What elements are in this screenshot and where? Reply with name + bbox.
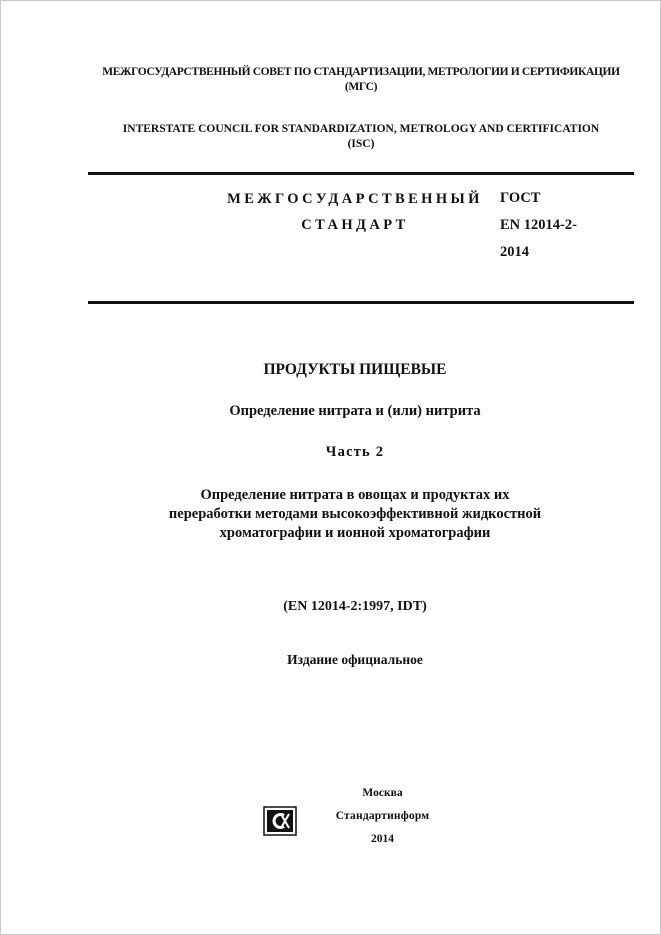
- detail-title-line2: переработки методами высокоэффективной жидкостной: [168, 506, 542, 522]
- document-subtitle: Определение нитрата и (или) нитрита: [229, 403, 481, 419]
- detail-title-line3: хроматографии и ионной хроматографии: [219, 525, 491, 541]
- bottom-divider: [88, 301, 634, 304]
- document-part: Часть 2: [325, 444, 385, 460]
- standard-type-line1: МЕЖГОСУДАРСТВЕННЫЙ: [227, 191, 483, 207]
- council-name-en: [86, 122, 636, 152]
- top-divider: [88, 172, 634, 175]
- standard-code-year: 2014: [500, 244, 529, 260]
- standard-code-number: EN 12014-2-: [500, 217, 577, 233]
- publication-year: 2014: [371, 833, 394, 845]
- publisher-city: Москва: [362, 787, 403, 799]
- standard-code-prefix: ГОСТ: [500, 190, 541, 206]
- council-abbr-ru: (МГС): [344, 81, 378, 93]
- edition-note: Издание официальное: [287, 652, 423, 667]
- standard-type-line2: СТАНДАРТ: [301, 217, 409, 233]
- document-detail-title: [88, 486, 622, 543]
- standartinform-logo-icon: [263, 806, 297, 836]
- detail-title-line1: Определение нитрата в овощах и продуктах их: [200, 487, 510, 503]
- equivalence-note: (EN 12014-2:1997, IDT): [283, 599, 427, 614]
- council-name-en-line1: INTERSTATE COUNCIL FOR STANDARDIZATION, METROLOGY AND CERTIFICATION: [122, 123, 600, 135]
- publisher-name: Стандартинформ: [335, 810, 430, 822]
- council-abbr-en: (ISC): [347, 138, 375, 150]
- document-title: ПРОДУКТЫ ПИЩЕВЫЕ: [263, 361, 447, 378]
- council-name-ru: [86, 65, 636, 95]
- council-name-ru-line1: МЕЖГОСУДАРСТВЕННЫЙ СОВЕТ ПО СТАНДАРТИЗАЦИИ, МЕТРОЛОГИИ И СЕРТИФИКАЦИИ: [102, 66, 620, 78]
